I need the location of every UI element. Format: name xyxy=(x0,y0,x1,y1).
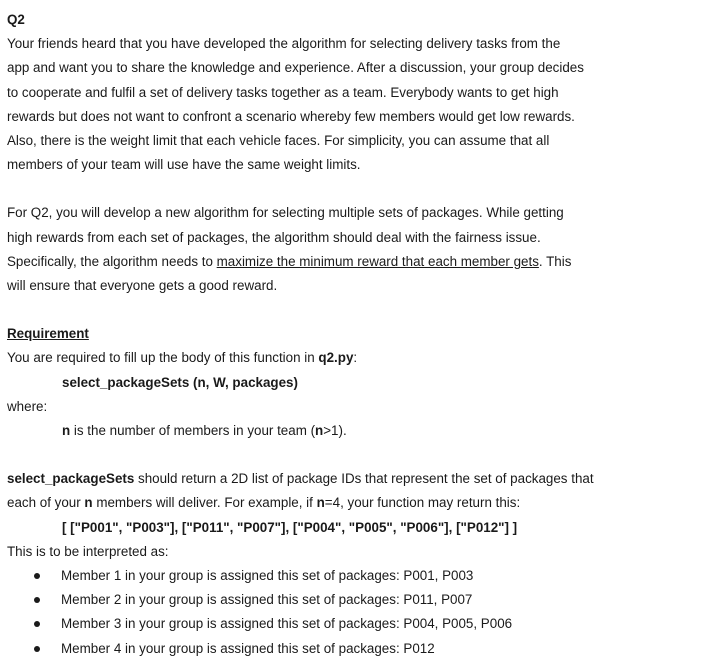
text: Specifically, the algorithm needs to xyxy=(7,253,217,269)
interpretation-label: This is to be interpreted as: xyxy=(7,543,169,559)
text: members will deliver. For example, if xyxy=(92,495,317,511)
spacer xyxy=(7,443,697,467)
text: >1). xyxy=(323,423,347,439)
intro-line: Your friends heard that you have developed the algorithm for selecting delivery tasks from the xyxy=(7,36,561,52)
objective-underlined: maximize the minimum reward that each member gets xyxy=(216,253,539,269)
bullet-icon xyxy=(34,621,40,627)
filename: q2.py xyxy=(318,350,354,366)
text: each of your xyxy=(7,495,85,511)
where-label: where: xyxy=(7,398,48,414)
text: is the number of members in your team ( xyxy=(70,423,316,439)
intro-line: to cooperate and fulfil a set of delivery tasks together as a team. Everybody wants to get high xyxy=(7,84,559,100)
task-paragraph xyxy=(7,201,697,298)
requirement-section xyxy=(7,322,697,443)
spacer xyxy=(7,298,697,322)
member-assignment: Member 4 in your group is assigned this set of packages: P012 xyxy=(61,640,435,656)
bullet-icon xyxy=(34,573,40,579)
param-name: n xyxy=(62,423,71,439)
param-n-description xyxy=(7,419,697,443)
member-assignment: Member 2 in your group is assigned this set of packages: P011, P007 xyxy=(61,592,473,608)
member-assignment: Member 1 in your group is assigned this set of packages: P001, P003 xyxy=(61,568,474,584)
list-item xyxy=(7,637,697,661)
param-name: n xyxy=(84,495,93,511)
task-line xyxy=(7,250,697,274)
text: =4, your function may return this: xyxy=(324,495,521,511)
bullet-icon xyxy=(34,646,40,652)
returns-line xyxy=(7,491,697,515)
list-item xyxy=(7,588,697,612)
task-line: high rewards from each set of packages, the algorithm should deal with the fairness issue. xyxy=(7,229,541,245)
intro-line: Also, there is the weight limit that each vehicle faces. For simplicity, you can assume that all xyxy=(7,133,550,149)
intro-line: members of your team will use have the same weight limits. xyxy=(7,157,361,173)
param-name: n xyxy=(316,495,325,511)
intro-line: app and want you to share the knowledge and experience. After a discussion, your group decides xyxy=(7,60,584,76)
function-name: select_packageSets xyxy=(7,471,135,487)
spacer xyxy=(7,177,697,201)
returns-line xyxy=(7,467,697,491)
member-assignment-list xyxy=(7,564,697,661)
text: : xyxy=(353,350,358,366)
text: . This xyxy=(538,253,572,269)
requirement-title: Requirement xyxy=(7,326,89,342)
returns-section xyxy=(7,467,697,661)
requirement-instruction xyxy=(7,346,697,370)
text: should return a 2D list of package IDs that represent the set of packages that xyxy=(134,471,594,487)
intro-paragraph xyxy=(7,32,697,177)
list-item xyxy=(7,612,697,636)
bullet-icon xyxy=(34,597,40,603)
text: You are required to fill up the body of this function in xyxy=(7,350,319,366)
example-return-value: [ ["P001", "P003"], ["P011", "P007"], ["P004", "P005", "P006"], ["P012"] ] xyxy=(62,519,518,535)
list-item xyxy=(7,564,697,588)
function-signature: select_packageSets (n, W, packages) xyxy=(62,374,298,390)
intro-line: rewards but does not want to confront a scenario whereby few members would get low rewards. xyxy=(7,108,575,124)
question-heading: Q2 xyxy=(7,12,25,27)
member-assignment: Member 3 in your group is assigned this set of packages: P004, P005, P006 xyxy=(61,616,513,632)
param-name: n xyxy=(315,423,324,439)
task-line: For Q2, you will develop a new algorithm for selecting multiple sets of packages. While getting xyxy=(7,205,564,221)
task-line: will ensure that everyone gets a good reward. xyxy=(7,278,278,294)
